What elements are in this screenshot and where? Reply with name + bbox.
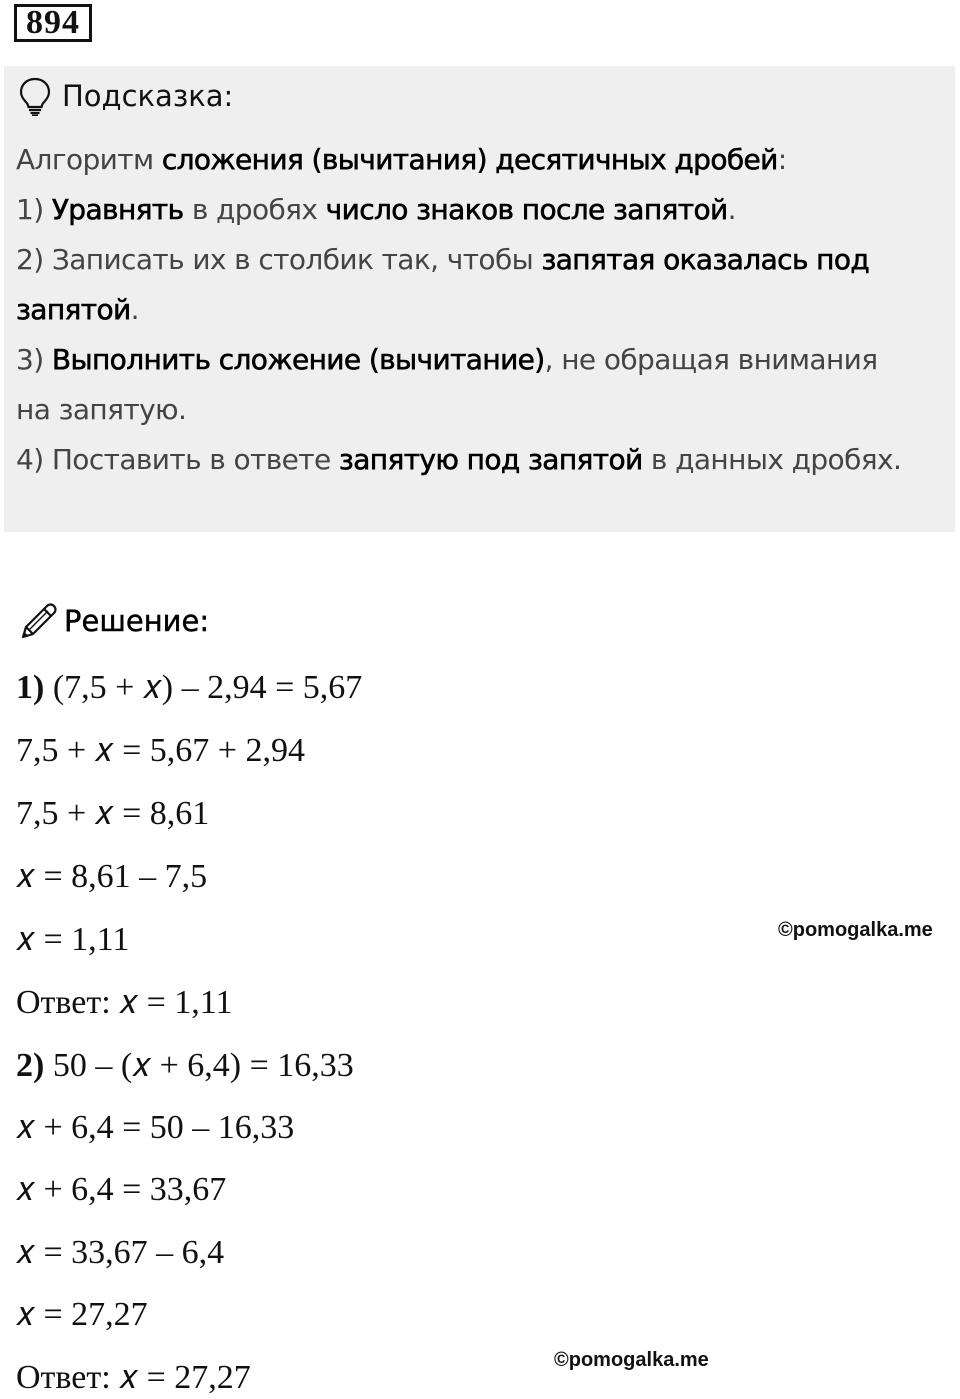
answer-line: Ответ: 𝑥 = 27,27 (16, 1359, 251, 1396)
hint-box (4, 66, 955, 532)
hint-title: Подсказка: (62, 79, 234, 113)
math-step: 𝑥 + 6,4 = 33,67 (16, 1171, 227, 1208)
problem-2-equation: 2) 50 – (𝑥 + 6,4) = 16,33 (16, 1047, 354, 1084)
hint-line: 1) Уравнять в дробях число знаков после запятой. (16, 193, 736, 226)
hint-line: 4) Поставить в ответе запятую под запятой в данных дробях. (16, 443, 902, 476)
math-step: 7,5 + 𝑥 = 8,61 (16, 795, 210, 832)
hint-line: запятой. (16, 293, 139, 326)
problem-number: 894 (14, 4, 92, 42)
lightbulb-icon (18, 76, 52, 116)
math-step: 𝑥 = 33,67 – 6,4 (16, 1234, 225, 1271)
answer-line: Ответ: 𝑥 = 1,11 (16, 984, 233, 1021)
watermark: ©pomogalka.me (778, 919, 933, 941)
hint-header (18, 76, 233, 116)
hint-line: на запятую. (16, 393, 187, 426)
math-step: 𝑥 = 1,11 (16, 921, 130, 958)
problem-1-equation: 1) (7,5 + 𝑥) – 2,94 = 5,67 (16, 669, 363, 706)
math-step: 𝑥 = 27,27 (16, 1296, 148, 1333)
hint-line: Алгоритм сложения (вычитания) десятичных дробей: (16, 143, 787, 176)
math-step: 𝑥 = 8,61 – 7,5 (16, 858, 208, 895)
solution-title: Решение: (64, 604, 210, 638)
solution-header (18, 598, 209, 644)
hint-line: 3) Выполнить сложение (вычитание), не обращая внимания (16, 343, 878, 376)
math-step: 7,5 + 𝑥 = 5,67 + 2,94 (16, 732, 305, 769)
hint-line: 2) Записать их в столбик так, чтобы запятая оказалась под (16, 243, 870, 276)
watermark: ©pomogalka.me (554, 1349, 709, 1371)
math-step: 𝑥 + 6,4 = 50 – 16,33 (16, 1109, 295, 1146)
pencil-icon (18, 600, 60, 642)
